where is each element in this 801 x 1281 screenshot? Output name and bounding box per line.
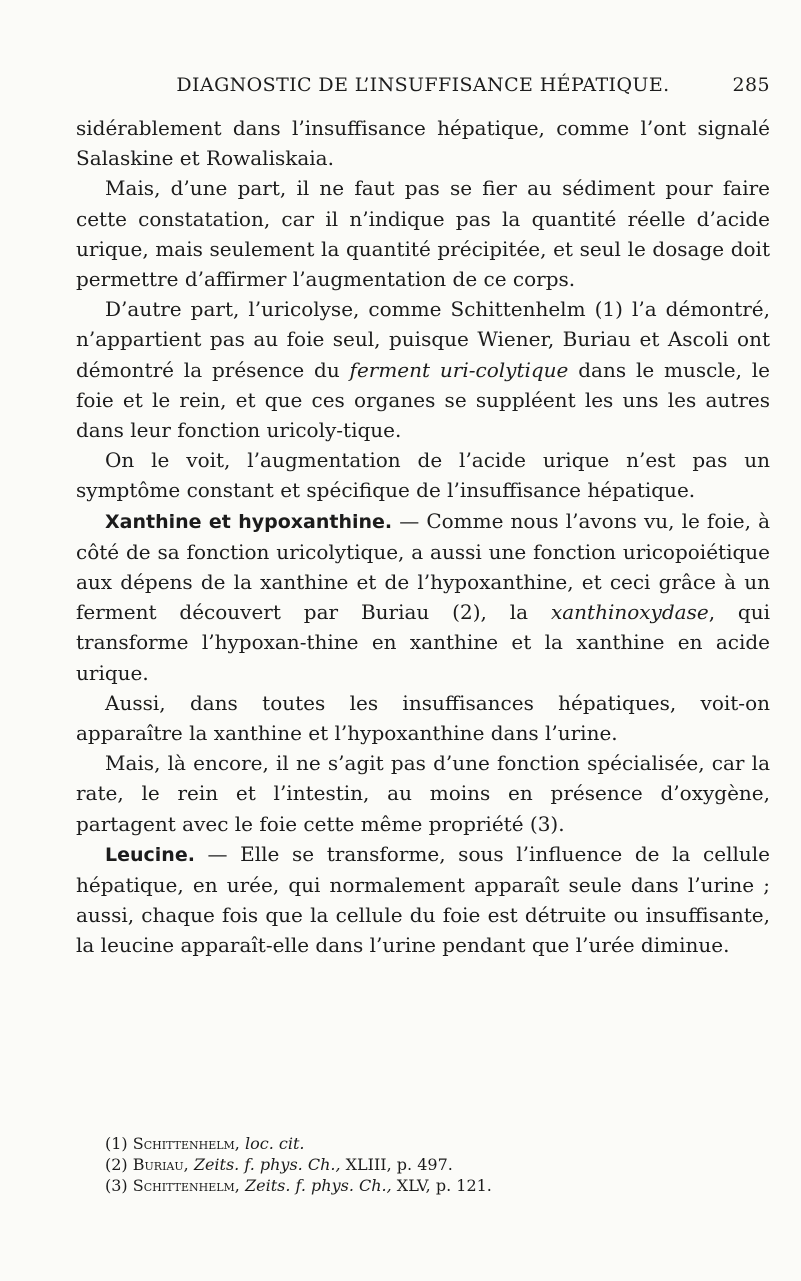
footnote-1: (1) Schittenhelm, loc. cit. bbox=[105, 1134, 305, 1153]
body-text bbox=[76, 113, 770, 961]
section-heading-leucine: Leucine. bbox=[105, 843, 195, 866]
paragraph-6: Aussi, dans toutes les insuffisances hépatiques, voit-on apparaître la xanthine et l’hypoxanthine dans l’urine. bbox=[76, 690, 770, 746]
paragraph-7: Mais, là encore, il ne s’agit pas d’une fonction spécialisée, car la rate, le rein et l’intestin, au moins en présence d’oxygène, partagent avec le foie cette même propriété (3). bbox=[76, 751, 770, 836]
ferment-term: ferment uri-colytique bbox=[349, 357, 569, 382]
footnotes bbox=[105, 1133, 770, 1196]
paragraph-leucine: Leucine. — Elle se transforme, sous l’influence de la cellule hépatique, en urée, qui normalement apparaît seule dans l’urine ; aussi, chaque fois que la cellule du foie est détruite ou insuffisante, la leucine apparaît-elle dans l’urine pendant que l’urée diminue. bbox=[76, 841, 770, 958]
paragraph-1: sidérablement dans l’insuffisance hépatique, comme l’ont signalé Salaskine et Rowaliskaia. bbox=[76, 116, 770, 171]
section-heading-xanthine: Xanthine et hypoxanthine. bbox=[105, 510, 393, 533]
footnote-2: (2) Buriau, Zeits. f. phys. Ch., XLIII, p. 497. bbox=[105, 1155, 453, 1174]
paragraph-3: D’autre part, l’uricolyse, comme Schittenhelm (1) l’a démontré, n’appartient pas au foie seul, puisque Wiener, Buriau et Ascoli ont démontré la présence du ferment uri-colytique dans le muscle, le foie et le rein, et que ces organes se suppléent les uns les autres dans leur fonction uricoly-tique. bbox=[76, 297, 771, 443]
page-number: 285 bbox=[732, 74, 770, 96]
xanthinoxydase-term: xanthinoxydase bbox=[550, 600, 709, 625]
paragraph-4: On le voit, l’augmentation de l’acide urique n’est pas un symptôme constant et spécifique de l’insuffisance hépatique. bbox=[76, 448, 770, 503]
running-head bbox=[76, 74, 770, 104]
running-title: DIAGNOSTIC DE L’INSUFFISANCE HÉPATIQUE. bbox=[176, 74, 670, 96]
footnote-3: (3) Schittenhelm, Zeits. f. phys. Ch., XLV, p. 121. bbox=[105, 1176, 492, 1195]
paragraph-xanthine: Xanthine et hypoxanthine. — Comme nous l’avons vu, le foie, à côté de sa fonction uricolytique, a aussi une fonction uricopoiétique aux dépens de la xanthine et de l’hypoxanthine, et ceci grâce à un ferment découvert par Buriau (2), la xanthinoxydase, qui transforme l’hypoxan-thine en xanthine et la xanthine en acide urique. bbox=[76, 508, 771, 685]
paragraph-2: Mais, d’une part, il ne faut pas se fier au sédiment pour faire cette constatation, car il n’indique pas la quantité réelle d’acide urique, mais seulement la quantité précipitée, et seul le dosage doit permettre d’affirmer l’augmentation de ce corps. bbox=[76, 176, 770, 292]
